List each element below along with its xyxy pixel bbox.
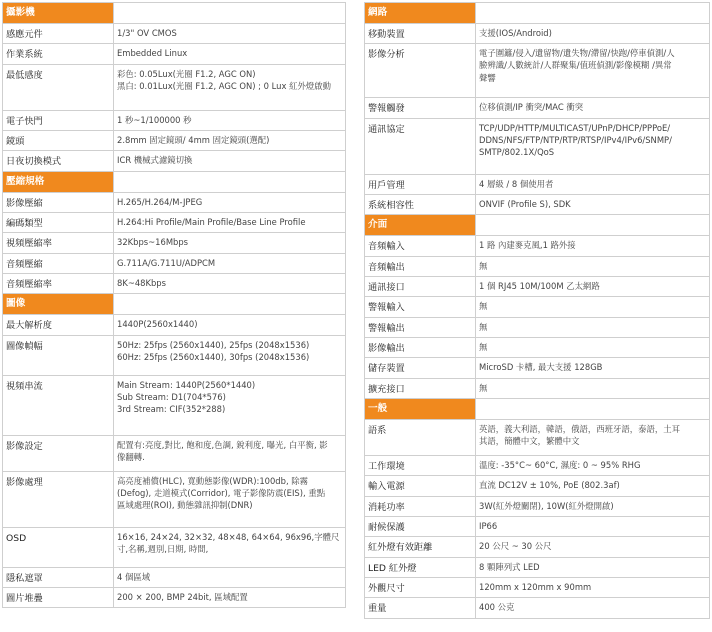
spec-label: 鏡頭 [3,130,114,150]
spec-label: 工作環境 [365,455,476,475]
spec-label: 感應元件 [3,23,114,43]
spec-row [3,110,346,130]
spec-value [114,192,346,212]
spec-label: 警報輸入 [365,297,476,317]
spec-value [476,557,710,577]
spec-row [3,435,346,471]
spec-label: 外觀尺寸 [365,577,476,597]
spec-value [114,471,346,527]
spec-row [3,253,346,273]
spec-label: 用戶管理 [365,174,476,194]
spec-label: 警報觸發 [365,98,476,118]
spec-value-line: 高亮度補償(HLC), 寬動態影像(WDR):100db, 除霧 [117,475,309,486]
spec-label: 影像壓縮 [3,192,114,212]
spec-value-line: 溫度: -35°C~ 60°C, 濕度: 0 ~ 95% RHG [479,459,641,470]
spec-value-line: 像翻轉. [117,451,145,462]
spec-label: 音頻壓縮 [3,253,114,273]
spec-row [3,233,346,253]
spec-value [476,297,710,317]
spec-value [114,567,346,587]
spec-row [365,358,710,378]
spec-value-line: ONVIF (Profile S), SDK [479,198,571,209]
spec-row [3,44,346,64]
section-header [3,3,346,24]
spec-value-line: 無 [479,341,488,352]
spec-value [114,527,346,567]
spec-value [476,317,710,337]
spec-value [476,496,710,516]
section-title: 介面 [365,215,476,236]
spec-row [3,527,346,567]
section-header [365,398,710,419]
spec-row [365,118,710,174]
spec-value-line: 區域處理(ROI), 動態雜訊抑制(DNR) [117,499,253,510]
spec-value [114,64,346,110]
spec-value-line: Embedded Linux [117,48,188,59]
spec-row [365,236,710,256]
spec-value-line: G.711A/G.711U/ADPCM [117,257,216,268]
spec-label: 耐候保護 [365,516,476,536]
section-spacer [476,215,710,236]
spec-label: 影像處理 [3,471,114,527]
spec-value [114,44,346,64]
spec-value-line: 120mm x 120mm x 90mm [479,581,592,592]
spec-value-line: 支援(IOS/Android) [479,27,552,38]
section-spacer [476,398,710,419]
section-title: 攝影機 [3,3,114,24]
spec-row [365,256,710,276]
spec-label: 紅外燈有效距離 [365,537,476,557]
spec-value [476,516,710,536]
spec-value-line: 32Kbps~16Mbps [117,237,189,248]
spec-label: 最低感度 [3,64,114,110]
spec-value-line: 20 公尺 ~ 30 公尺 [479,541,552,552]
spec-value-line: 電子圍籬/侵入/遺留物/遺失物/滯留/快跑/停車偵測/人 [479,48,675,59]
spec-label: 隱私遮罩 [3,567,114,587]
spec-label: 日夜切換模式 [3,151,114,171]
section-title: 圖像 [3,294,114,315]
spec-table-right [364,2,710,619]
spec-value-line: 無 [479,321,488,332]
spec-value [476,378,710,398]
section-header [365,215,710,236]
spec-value [114,435,346,471]
spec-row [3,23,346,43]
spec-value-line: 臉辨識/人數統計/人群聚集/值班偵測/影像模糊 /異常 [479,60,672,71]
spec-label: 消耗功率 [365,496,476,516]
spec-label: 儲存裝置 [365,358,476,378]
spec-row [365,44,710,98]
spec-row [3,471,346,527]
spec-row [3,151,346,171]
spec-value [114,151,346,171]
spec-value-line: TCP/UDP/HTTP/MULTICAST/UPnP/DHCP/PPPoE/ [479,122,671,133]
spec-value [114,110,346,130]
spec-row [365,378,710,398]
spec-value [476,577,710,597]
spec-value [476,358,710,378]
spec-value [476,537,710,557]
spec-row [3,212,346,232]
spec-value [114,130,346,150]
spec-value [476,44,710,98]
section-title: 網路 [365,3,476,24]
spec-value-line: 直流 DC12V ± 10%, PoE (802.3af) [479,480,620,491]
spec-value [476,23,710,43]
spec-label: 移動裝置 [365,23,476,43]
spec-value-line: 1 路 內建麥克風,1 路外接 [479,240,576,251]
spec-row [365,174,710,194]
spec-label: 語系 [365,419,476,455]
spec-value-line: 8 顆陣列式 LED [479,561,540,572]
spec-row [365,419,710,455]
spec-label: 重量 [365,598,476,618]
spec-value [114,253,346,273]
spec-row [365,496,710,516]
spec-row [365,297,710,317]
spec-label: 音頻輸出 [365,256,476,276]
spec-value [114,587,346,607]
spec-row [3,567,346,587]
spec-value-line: 彩色: 0.05Lux(光圈 F1.2, AGC ON) [117,68,256,79]
spec-value-line: 4 個區域 [117,571,151,582]
spec-value [114,273,346,293]
spec-value [476,337,710,357]
spec-value-line: 無 [479,260,488,271]
spec-value-line: 其語，簡體中文，繁體中文 [479,436,580,447]
spec-value [476,174,710,194]
spec-value [114,212,346,232]
spec-label: 擴充接口 [365,378,476,398]
spec-value-line: H.264:Hi Profile/Main Profile/Base Line Profile [117,216,306,227]
spec-label: 作業系統 [3,44,114,64]
spec-value [476,118,710,174]
section-header [3,294,346,315]
spec-value [476,256,710,276]
section-spacer [114,3,346,24]
spec-row [365,557,710,577]
spec-value-line: 黑白: 0.01Lux(光圈 F1.2, AGC ON) ; 0 Lux 紅外燈啟動 [117,80,331,91]
section-header [3,171,346,192]
spec-value-line: 400 公克 [479,602,515,613]
spec-row [3,64,346,110]
spec-value-line: MicroSD 卡槽, 最大支援 128GB [479,362,603,373]
spec-value-line: (Defog), 走道模式(Corridor), 電子影像防震(EIS), 重點 [117,487,326,498]
spec-value-line: 1/3" OV CMOS [117,27,177,38]
spec-value-line: 寸,名稱,週別,日期, 時間, [117,543,209,554]
spec-row [3,315,346,335]
spec-row [3,587,346,607]
spec-label: 系統相容性 [365,194,476,214]
spec-label: 視頻串流 [3,375,114,435]
spec-value-line: 2.8mm 固定鏡頭/ 4mm 固定鏡頭(選配) [117,134,270,145]
spec-label: 警報輸出 [365,317,476,337]
spec-value-line: 1440P(2560x1440) [117,319,198,330]
spec-value-line: 1 個 RJ45 10M/100M 乙太網路 [479,280,600,291]
spec-value-line: H.265/H.264/M-JPEG [117,196,203,207]
spec-label: 影像輸出 [365,337,476,357]
section-spacer [114,171,346,192]
section-title: 壓縮規格 [3,171,114,192]
spec-value-line: SMTP/802.1X/QoS [479,146,555,157]
spec-label: 視頻壓縮率 [3,233,114,253]
spec-value-line: 1 秒~1/100000 秒 [117,114,192,125]
spec-label: 編碼類型 [3,212,114,232]
spec-value [114,233,346,253]
section-spacer [476,3,710,24]
spec-row [365,317,710,337]
section-title: 一般 [365,398,476,419]
spec-value [476,98,710,118]
spec-value [114,315,346,335]
spec-row [365,516,710,536]
spec-value-line: 16×16, 24×24, 32×32, 48×48, 64×64, 96x96,字體尺 [117,531,340,542]
spec-value [476,598,710,618]
section-spacer [114,294,346,315]
spec-value [476,419,710,455]
spec-row [365,598,710,618]
spec-value [476,476,710,496]
spec-row [3,130,346,150]
spec-value-line: ICR 機械式濾鏡切換 [117,155,193,166]
spec-label: LED 紅外燈 [365,557,476,577]
section-header [365,3,710,24]
spec-value-line: 英語，義大利語，韓語，俄語，西班牙語，泰語，土耳 [479,423,680,434]
spec-label: 輸入電源 [365,476,476,496]
spec-row [365,276,710,296]
spec-value-line: DDNS/NFS/FTP/NTP/RTP/RTSP/IPv4/IPv6/SNMP/ [479,134,672,145]
spec-value-line: 配置有:亮度,對比, 飽和度,色調, 銳利度, 曝光, 白平衡, 影 [117,439,328,450]
spec-label: 圖片堆疊 [3,587,114,607]
spec-label: 通訊協定 [365,118,476,174]
spec-value-line: IP66 [479,520,498,531]
spec-value-line: 4 層級 / 8 個使用者 [479,178,554,189]
spec-row [365,537,710,557]
spec-value [476,455,710,475]
spec-label: 通訊接口 [365,276,476,296]
spec-value-line: 3rd Stream: CIF(352*288) [117,403,226,414]
spec-value [114,23,346,43]
spec-value-line: 聲響 [479,72,496,83]
spec-row [3,273,346,293]
spec-value [114,335,346,375]
spec-row [365,194,710,214]
spec-row [365,23,710,43]
spec-label: 影像分析 [365,44,476,98]
spec-table-left [2,2,346,608]
spec-value-line: 無 [479,301,488,312]
spec-row [3,335,346,375]
spec-row [365,98,710,118]
spec-value [114,375,346,435]
spec-value [476,236,710,256]
spec-value-line: 200 × 200, BMP 24bit, 區域配置 [117,591,248,602]
spec-value-line: Sub Stream: D1(704*576) [117,391,226,402]
spec-label: 音頻輸入 [365,236,476,256]
spec-label: 音頻壓縮率 [3,273,114,293]
spec-value [476,194,710,214]
spec-value-line: Main Stream: 1440P(2560*1440) [117,379,256,390]
spec-label: 電子快門 [3,110,114,130]
spec-label: OSD [3,527,114,567]
spec-value-line: 8K~48Kbps [117,277,166,288]
spec-label: 影像設定 [3,435,114,471]
spec-value-line: 60Hz: 25fps (2560x1440), 30fps (2048x1536) [117,351,310,362]
spec-value [476,276,710,296]
spec-value-line: 無 [479,382,488,393]
spec-row [365,577,710,597]
spec-row [365,476,710,496]
spec-row [365,337,710,357]
spec-row [365,455,710,475]
spec-row [3,375,346,435]
spec-value-line: 位移偵測/IP 衝突/MAC 衝突 [479,102,584,113]
spec-label: 最大解析度 [3,315,114,335]
spec-label: 圖像幀幅 [3,335,114,375]
spec-value-line: 50Hz: 25fps (2560x1440), 25fps (2048x1536) [117,339,310,350]
spec-value-line: 3W(紅外燈關閉), 10W(紅外燈開啟) [479,500,614,511]
spec-row [3,192,346,212]
